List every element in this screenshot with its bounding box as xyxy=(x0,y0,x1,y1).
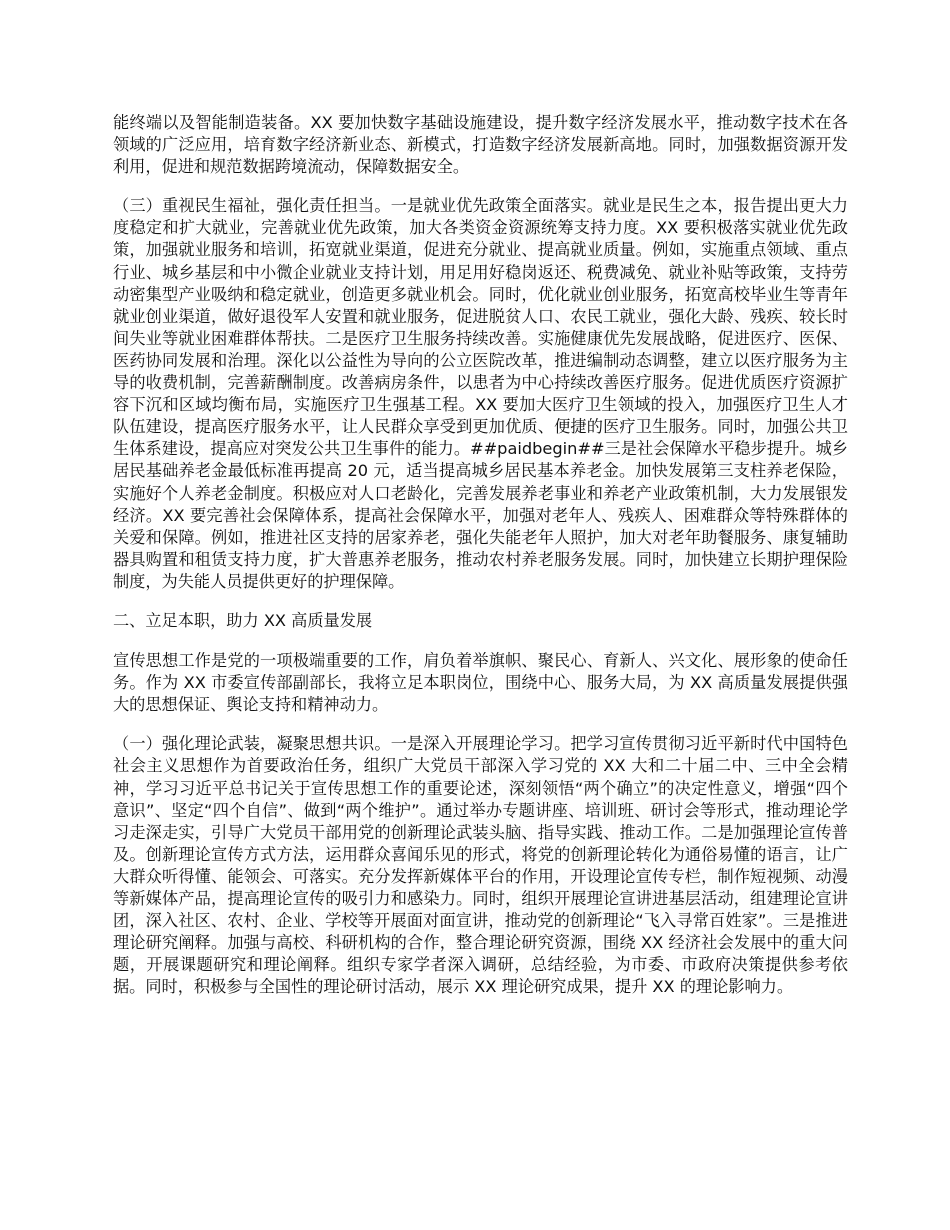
document-page xyxy=(113,112,848,1015)
paragraph-theory: （一）强化理论武装，凝聚思想共识。一是深入开展理论学习。把学习宣传贯彻习近平新时代中国特色社会主义思想作为首要政治任务，组织广大党员干部深入学习党的 XX 大和二十届二中、三中全会精神，学习习近平总书记关于宣传思想工作的重要论述，深刻领悟“两个确立”的决定性意义，增强“四个意识”、坚定“四个自信”、做到“两个维护”。通过举办专题讲座、培训班、研讨会等形式，推动理论学习走深走实，引导广大党员干部用党的创新理论武装头脑、指导实践、推动工作。二是加强理论宣传普及。创新理论宣传方式方法，运用群众喜闻乐见的形式，将党的创新理论转化为通俗易懂的语言，让广大群众听得懂、能领会、可落实。充分发挥新媒体平台的作用，开设理论宣传专栏，制作短视频、动漫等新媒体产品，提高理论宣传的吸引力和感染力。同时，组织开展理论宣讲进基层活动，组建理论宣讲团，深入社区、农村、企业、学校等开展面对面宣讲，推动党的创新理论“飞入寻常百姓家”。三是推进理论研究阐释。加强与高校、科研机构的合作，整合理论研究资源，围绕 XX 经济社会发展中的重大问题，开展课题研究和理论阐释。组织专家学者深入调研，总结经验，为市委、市政府决策提供参考依据。同时，积极参与全国性的理论研讨活动，展示 XX 理论研究成果，提升 XX 的理论影响力。 xyxy=(113,734,848,997)
paragraph-propaganda-intro: 宣传思想工作是党的一项极端重要的工作，肩负着举旗帜、聚民心、育新人、兴文化、展形象的使命任务。作为 XX 市委宣传部副部长，我将立足本职岗位，围绕中心、服务大局，为 XX 高质量发展提供强大的思想保证、舆论支持和精神动力。 xyxy=(113,651,848,715)
paragraph-livelihood: （三）重视民生福祉，强化责任担当。一是就业优先政策全面落实。就业是民生之本，报告提出更大力度稳定和扩大就业，完善就业优先政策，加大各类资金资源统筹支持力度。XX 要积极落实就业优先政策，加强就业服务和培训，拓宽就业渠道，促进充分就业、提高就业质量。例如，实施重点领域、重点行业、城乡基层和中小微企业就业支持计划，用足用好稳岗返还、税费减免、就业补贴等政策，支持劳动密集型产业吸纳和稳定就业，创造更多就业机会。同时，优化就业创业服务，拓宽高校毕业生等青年就业创业渠道，做好退役军人安置和就业服务，促进脱贫人口、农民工就业，强化大龄、残疾、较长时间失业等就业困难群体帮扶。二是医疗卫生服务持续改善。实施健康优先发展战略，促进医疗、医保、医药协同发展和治理。深化以公益性为导向的公立医院改革，推进编制动态调整，建立以医疗服务为主导的收费机制，完善薪酬制度。改善病房条件，以患者为中心持续改善医疗服务。促进优质医疗资源扩容下沉和区域均衡布局，实施医疗卫生强基工程。XX 要加大医疗卫生领域的投入，加强医疗卫生人才队伍建设，提高医疗服务水平，让人民群众享受到更加优质、便捷的医疗卫生服务。同时，加强公共卫生体系建设，提高应对突发公共卫生事件的能力。##paidbegin##三是社会保障水平稳步提升。城乡居民基础养老金最低标准再提高 20 元，适当提高城乡居民基本养老金。加快发展第三支柱养老保险，实施好个人养老金制度。积极应对人口老龄化，完善发展养老事业和养老产业政策机制，大力发展银发经济。XX 要完善社会保障体系，提高社会保障水平，加强对老年人、残疾人、困难群众等特殊群体的关爱和保障。例如，推进社区支持的居家养老，强化失能老年人照护，加大对老年助餐服务、康复辅助器具购置和租赁支持力度，扩大普惠养老服务，推动农村养老服务发展。同时，加快建立长期护理保险制度，为失能人员提供更好的护理保障。 xyxy=(113,196,848,591)
section-heading: 二、立足本职，助力 XX 高质量发展 xyxy=(113,610,373,630)
paragraph-digital-economy: 能终端以及智能制造装备。XX 要加快数字基础设施建设，提升数字经济发展水平，推动数字技术在各领域的广泛应用，培育数字经济新业态、新模式，打造数字经济发展新高地。同时，加强数据资源开发利用，促进和规范数据跨境流动，保障数据安全。 xyxy=(113,113,848,177)
